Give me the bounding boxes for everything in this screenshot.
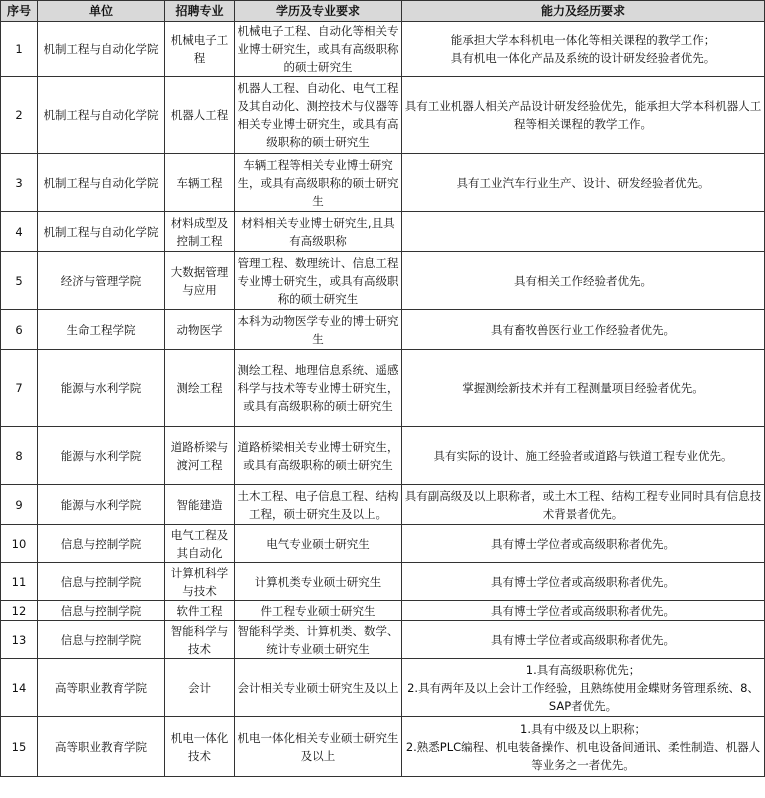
cell-ability: 具有博士学位者或高级职称者优先。: [402, 621, 765, 659]
header-ability: 能力及经历要求: [402, 1, 765, 22]
cell-no: 14: [1, 659, 38, 717]
cell-education: 机器人工程、自动化、电气工程及其自动化、测控技术与仪器等相关专业博士研究生，或具有高级职称的硕士研究生: [235, 77, 402, 154]
table-row: [1, 621, 765, 659]
table-row: [1, 212, 765, 252]
cell-major: 机械电子工程: [165, 22, 235, 77]
cell-education: 车辆工程等相关专业博士研究生，或具有高级职称的硕士研究生: [235, 154, 402, 212]
cell-major: 智能建造: [165, 485, 235, 525]
cell-no: 12: [1, 601, 38, 621]
cell-major: 大数据管理与应用: [165, 252, 235, 310]
cell-no: 5: [1, 252, 38, 310]
cell-unit: 高等职业教育学院: [38, 717, 165, 777]
cell-no: 1: [1, 22, 38, 77]
table-row: [1, 154, 765, 212]
cell-ability: 具有相关工作经验者优先。: [402, 252, 765, 310]
cell-education: 土木工程、电子信息工程、结构工程，硕士研究生及以上。: [235, 485, 402, 525]
cell-ability: 具有工业汽车行业生产、设计、研发经验者优先。: [402, 154, 765, 212]
cell-education: 会计相关专业硕士研究生及以上: [235, 659, 402, 717]
header-unit: 单位: [38, 1, 165, 22]
cell-ability: [402, 212, 765, 252]
cell-education: 机械电子工程、自动化等相关专业博士研究生，或具有高级职称的硕士研究生: [235, 22, 402, 77]
cell-ability: 掌握测绘新技术并有工程测量项目经验者优先。: [402, 350, 765, 427]
cell-education: 道路桥梁相关专业博士研究生，或具有高级职称的硕士研究生: [235, 427, 402, 485]
cell-unit: 机制工程与自动化学院: [38, 212, 165, 252]
cell-unit: 信息与控制学院: [38, 601, 165, 621]
cell-no: 2: [1, 77, 38, 154]
cell-unit: 能源与水利学院: [38, 350, 165, 427]
table-row: [1, 310, 765, 350]
cell-ability: 具有副高级及以上职称者，或土木工程、结构工程专业同时具有信息技术背景者优先。: [402, 485, 765, 525]
cell-ability: 具有畜牧兽医行业工作经验者优先。: [402, 310, 765, 350]
cell-major: 机器人工程: [165, 77, 235, 154]
cell-unit: 信息与控制学院: [38, 525, 165, 563]
cell-unit: 机制工程与自动化学院: [38, 22, 165, 77]
cell-no: 8: [1, 427, 38, 485]
cell-major: 计算机科学与技术: [165, 563, 235, 601]
cell-unit: 信息与控制学院: [38, 621, 165, 659]
table-row: [1, 601, 765, 621]
cell-ability: 能承担大学本科机电一体化等相关课程的教学工作； 具有机电一体化产品及系统的设计研发经验者优先。: [402, 22, 765, 77]
cell-ability: 具有工业机器人相关产品设计研发经验优先，能承担大学本科机器人工程等相关课程的教学工作。: [402, 77, 765, 154]
cell-ability: 具有博士学位者或高级职称者优先。: [402, 601, 765, 621]
cell-no: 6: [1, 310, 38, 350]
cell-no: 3: [1, 154, 38, 212]
cell-unit: 生命工程学院: [38, 310, 165, 350]
cell-major: 测绘工程: [165, 350, 235, 427]
header-row: [1, 1, 765, 22]
header-education: 学历及专业要求: [235, 1, 402, 22]
cell-major: 道路桥梁与渡河工程: [165, 427, 235, 485]
cell-education: 智能科学类、计算机类、数学、统计专业硕士研究生: [235, 621, 402, 659]
table-row: [1, 22, 765, 77]
cell-major: 电气工程及其自动化: [165, 525, 235, 563]
table-row: [1, 485, 765, 525]
cell-education: 材料相关专业博士研究生,且具有高级职称: [235, 212, 402, 252]
cell-education: 机电一体化相关专业硕士研究生及以上: [235, 717, 402, 777]
table-row: [1, 77, 765, 154]
cell-ability: 具有博士学位者或高级职称者优先。: [402, 525, 765, 563]
cell-major: 会计: [165, 659, 235, 717]
table-row: [1, 427, 765, 485]
cell-education: 件工程专业硕士研究生: [235, 601, 402, 621]
cell-education: 测绘工程、地理信息系统、遥感科学与技术等专业博士研究生，或具有高级职称的硕士研究生: [235, 350, 402, 427]
cell-ability: 具有实际的设计、施工经验者或道路与铁道工程专业优先。: [402, 427, 765, 485]
cell-no: 15: [1, 717, 38, 777]
cell-no: 7: [1, 350, 38, 427]
table-row: [1, 717, 765, 777]
cell-unit: 高等职业教育学院: [38, 659, 165, 717]
cell-unit: 信息与控制学院: [38, 563, 165, 601]
cell-unit: 经济与管理学院: [38, 252, 165, 310]
cell-education: 管理工程、数理统计、信息工程专业博士研究生，或具有高级职称的硕士研究生: [235, 252, 402, 310]
cell-no: 9: [1, 485, 38, 525]
cell-major: 动物医学: [165, 310, 235, 350]
cell-no: 4: [1, 212, 38, 252]
cell-no: 13: [1, 621, 38, 659]
cell-ability: 1.具有高级职称优先； 2.具有两年及以上会计工作经验，且熟练使用金蝶财务管理系统、8、SAP者优先。: [402, 659, 765, 717]
table-row: [1, 525, 765, 563]
cell-unit: 能源与水利学院: [38, 485, 165, 525]
table-row: [1, 659, 765, 717]
cell-ability: 具有博士学位者或高级职称者优先。: [402, 563, 765, 601]
cell-major: 软件工程: [165, 601, 235, 621]
header-major: 招聘专业: [165, 1, 235, 22]
cell-unit: 能源与水利学院: [38, 427, 165, 485]
header-no: 序号: [1, 1, 38, 22]
cell-major: 车辆工程: [165, 154, 235, 212]
cell-education: 计算机类专业硕士研究生: [235, 563, 402, 601]
table-row: [1, 252, 765, 310]
table-row: [1, 563, 765, 601]
cell-education: 电气专业硕士研究生: [235, 525, 402, 563]
cell-education: 本科为动物医学专业的博士研究生: [235, 310, 402, 350]
cell-ability: 1.具有中级及以上职称； 2.熟悉PLC编程、机电装备操作、机电设备间通讯、柔性制造、机器人等业务之一者优先。: [402, 717, 765, 777]
cell-unit: 机制工程与自动化学院: [38, 154, 165, 212]
cell-no: 10: [1, 525, 38, 563]
cell-no: 11: [1, 563, 38, 601]
cell-major: 机电一体化技术: [165, 717, 235, 777]
cell-major: 智能科学与技术: [165, 621, 235, 659]
table-row: [1, 350, 765, 427]
cell-unit: 机制工程与自动化学院: [38, 77, 165, 154]
cell-major: 材料成型及控制工程: [165, 212, 235, 252]
